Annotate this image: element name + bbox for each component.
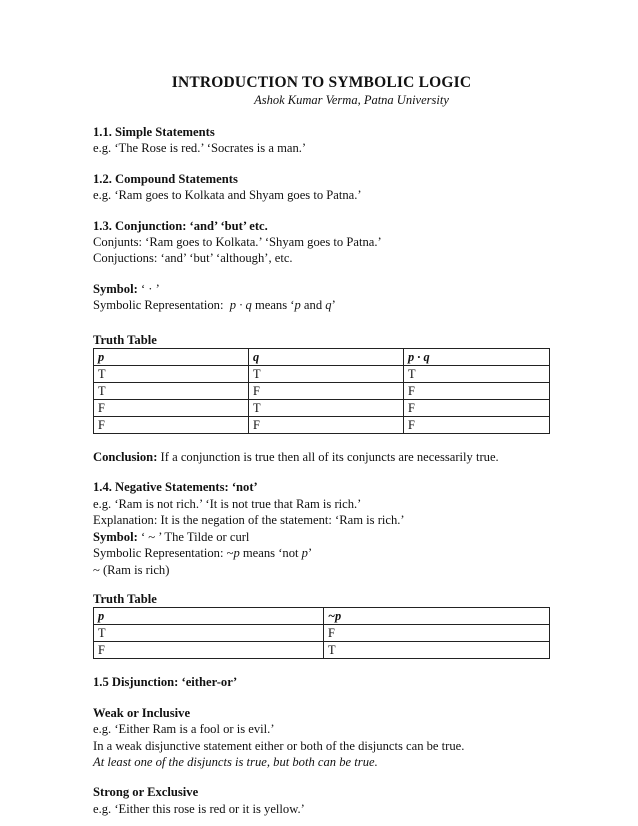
simple-statements-example: e.g. ‘The Rose is red.’ ‘Socrates is a man.’: [93, 141, 307, 156]
weak-inclusive-italic-note: At least one of the disjuncts is true, but both can be true.: [93, 754, 378, 769]
representation-means: means ‘: [251, 298, 295, 313]
table-cell: F: [249, 417, 404, 434]
representation-q: q: [325, 298, 332, 313]
table-row: [94, 417, 550, 434]
table-cell: T: [249, 400, 404, 417]
table-row: [94, 366, 550, 383]
table-cell: T: [94, 366, 249, 383]
conjunts-line: Conjunts: ‘Ram goes to Kolkata.’ ‘Shyam goes to Patna.’: [93, 235, 382, 250]
compound-statements-example: e.g. ‘Ram goes to Kolkata and Shyam goes to Patna.’: [93, 188, 362, 203]
table-cell: F: [94, 642, 324, 659]
table-cell: T: [249, 366, 404, 383]
weak-inclusive-example: e.g. ‘Either Ram is a fool or is evil.’: [93, 722, 275, 737]
negative-example: e.g. ‘Ram is not rich.’ ‘It is not true that Ram is rich.’: [93, 496, 362, 511]
table-header-cell: ~p: [324, 608, 550, 625]
table-cell: F: [94, 400, 249, 417]
strong-exclusive-example: e.g. ‘Either this rose is red or it is yellow.’: [93, 801, 305, 816]
section-heading-disjunction: 1.5 Disjunction: ‘either-or’: [93, 675, 238, 690]
conjunction-representation-line: [93, 297, 550, 313]
table-cell: T: [94, 383, 249, 400]
weak-inclusive-text: In a weak disjunctive statement either or both of the disjuncts can be true.: [93, 738, 465, 753]
symbol-value: ‘ ~ ’ The Tilde or curl: [137, 529, 250, 544]
table-row: [94, 383, 550, 400]
conclusion-label: Conclusion:: [93, 450, 158, 465]
table-cell: F: [404, 383, 550, 400]
representation-p: p: [294, 298, 301, 313]
conjuctions-line: Conjuctions: ‘and’ ‘but’ ‘although’, etc.: [93, 251, 293, 266]
table-row: [94, 625, 550, 642]
table-header-cell: p: [94, 349, 249, 366]
conjunction-truth-table: [93, 348, 550, 434]
table-cell: F: [94, 417, 249, 434]
representation-p: p: [301, 546, 308, 561]
negation-formula: ~ (Ram is rich): [93, 562, 170, 577]
table-header-cell: q: [249, 349, 404, 366]
representation-formula: p · q: [229, 298, 252, 313]
symbol-label: Symbol:: [93, 281, 138, 296]
representation-close: ’: [331, 298, 336, 313]
representation-prefix: Symbolic Representation: ~: [93, 546, 234, 561]
weak-inclusive-heading: Weak or Inclusive: [93, 705, 191, 720]
symbol-label: Symbol:: [93, 529, 138, 544]
conclusion-line: [93, 449, 550, 465]
document-author: Ashok Kumar Verma, Patna University: [254, 93, 449, 107]
document-title: INTRODUCTION TO SYMBOLIC LOGIC: [171, 74, 472, 91]
section-heading-simple-statements: 1.1. Simple Statements: [93, 125, 215, 139]
symbol-value: ‘ · ’: [140, 281, 160, 296]
conjunction-symbol-line: [93, 281, 550, 297]
representation-prefix: Symbolic Representation:: [93, 298, 230, 313]
table-header-cell: p · q: [404, 349, 550, 366]
representation-and: and: [300, 298, 326, 313]
truth-table-title: Truth Table: [93, 591, 157, 606]
table-cell: T: [324, 642, 550, 659]
table-row: [94, 400, 550, 417]
table-cell: T: [94, 625, 324, 642]
truth-table-title: Truth Table: [93, 332, 157, 347]
table-cell: F: [404, 400, 550, 417]
conclusion-text: If a conjunction is true then all of its conjuncts are necessarily true.: [157, 450, 499, 465]
table-header-row: [94, 608, 550, 625]
table-cell: F: [249, 383, 404, 400]
representation-p: p: [233, 546, 240, 561]
table-cell: F: [324, 625, 550, 642]
table-header-row: [94, 349, 550, 366]
section-heading-compound-statements: 1.2. Compound Statements: [93, 171, 238, 186]
representation-means: means ‘not: [239, 546, 302, 561]
negation-truth-table: [93, 607, 550, 659]
section-heading-conjunction: 1.3. Conjunction: ‘and’ ‘but’ etc.: [93, 218, 268, 233]
negation-representation-line: [93, 545, 550, 561]
negative-explanation: Explanation: It is the negation of the statement: ‘Ram is rich.’: [93, 513, 405, 528]
negation-symbol-line: [93, 529, 550, 545]
table-header-cell: p: [94, 608, 324, 625]
table-cell: T: [404, 366, 550, 383]
representation-close: ’: [307, 546, 313, 561]
strong-exclusive-heading: Strong or Exclusive: [93, 785, 199, 800]
table-row: [94, 642, 550, 659]
section-heading-negative-statements: 1.4. Negative Statements: ‘not’: [93, 480, 258, 495]
table-cell: F: [404, 417, 550, 434]
